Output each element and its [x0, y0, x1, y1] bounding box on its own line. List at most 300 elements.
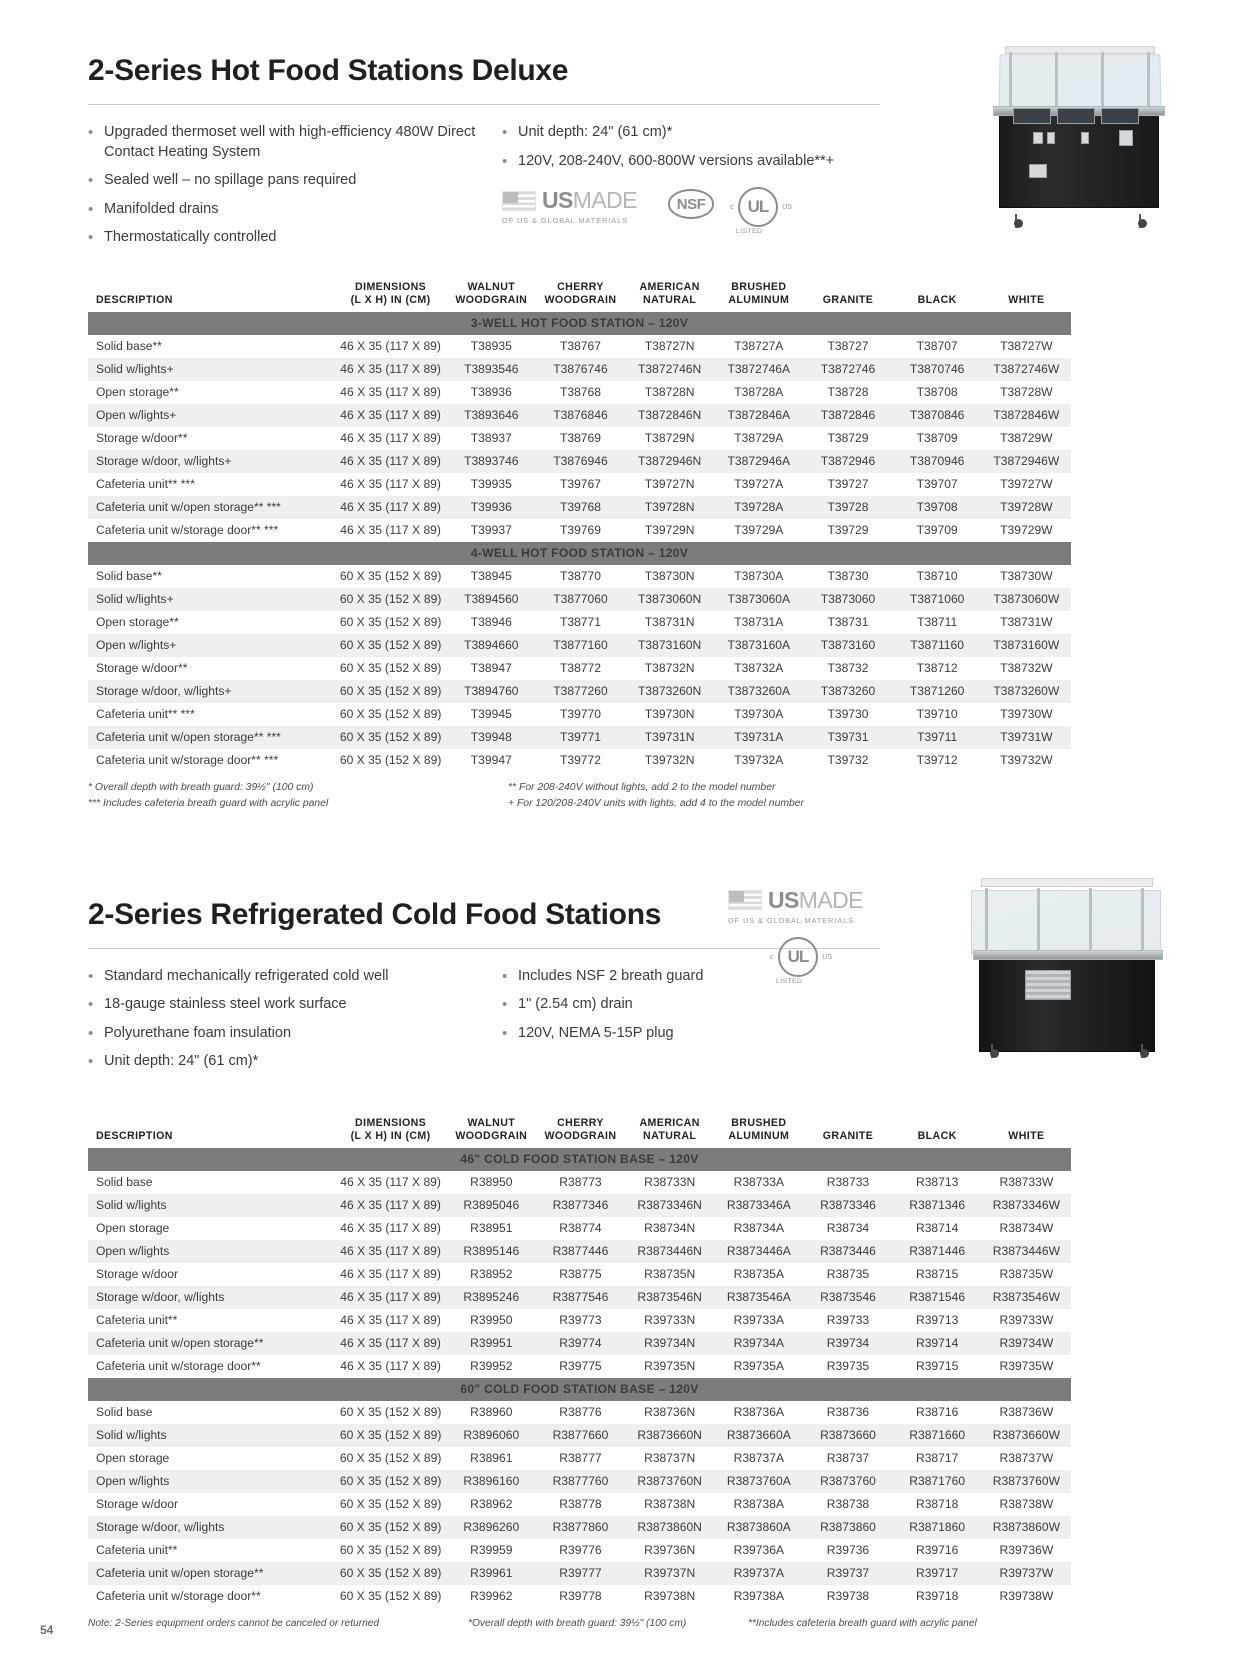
cell-value: R38713	[915, 1175, 959, 1190]
cell-value: R39733W	[999, 1313, 1054, 1328]
control-knob	[1047, 132, 1055, 144]
cell-value: R39737N	[625, 1562, 714, 1585]
cell-value: T3872946W	[982, 450, 1071, 473]
cell-value: 60 X 35 (152 X 89)	[335, 1516, 447, 1539]
cell-value: 46 X 35 (117 X 89)	[335, 1286, 447, 1309]
cell-value: T39937	[470, 523, 512, 538]
cell-value: T39948	[447, 726, 536, 749]
cell-value: R3873446A	[714, 1240, 803, 1263]
cell-description: Cafeteria unit** ***	[96, 707, 195, 722]
bullet-icon: •	[502, 967, 508, 985]
cell-value: R3877860	[536, 1516, 625, 1539]
cell-value: T38728	[827, 385, 869, 400]
cell-value: R38774	[559, 1221, 602, 1236]
cell-value: T39731W	[982, 726, 1071, 749]
cell-value: T38727N	[644, 339, 695, 354]
cell-value: R38717	[915, 1451, 959, 1466]
refrigeration-vent	[1025, 970, 1071, 1000]
ul-c-mark: c	[770, 953, 774, 961]
cell-value: R38735	[826, 1267, 870, 1282]
cell-value: R39738	[826, 1589, 870, 1604]
cell-value: T3872846	[803, 404, 892, 427]
cell-value: R38961	[470, 1451, 513, 1466]
table-row	[88, 1585, 1071, 1608]
table-group-header	[88, 312, 1071, 335]
cell-value: T38732N	[644, 661, 695, 676]
col-dimensions: DIMENSIONS (L X H) IN (CM)	[350, 280, 431, 306]
cell-value: T38728A	[734, 385, 784, 400]
cell-value: R39951	[447, 1332, 536, 1355]
cell-value: 60 X 35 (152 X 89)	[339, 1497, 442, 1512]
cell-value: R38738A	[733, 1497, 785, 1512]
cell-value: T38935	[470, 339, 512, 354]
cell-value: R39738N	[644, 1589, 696, 1604]
cell-value: T38936	[470, 385, 512, 400]
cell-value: T39935	[470, 477, 512, 492]
cell-value: 46 X 35 (117 X 89)	[340, 431, 441, 446]
cell-value: R38736	[826, 1405, 870, 1420]
cell-value: 60 X 35 (152 X 89)	[335, 1562, 447, 1585]
cell-description: Cafeteria unit w/open storage** ***	[88, 496, 335, 519]
col-brushed-aluminum: BRUSHED ALUMINUM	[728, 1116, 790, 1142]
feature-column-left	[88, 967, 488, 1081]
bullet-icon: •	[88, 1024, 94, 1042]
cell-value: 60 X 35 (152 X 89)	[335, 1470, 447, 1493]
title-divider	[88, 104, 880, 105]
cell-value: R3896060	[447, 1424, 536, 1447]
cell-value: R39778	[559, 1589, 602, 1604]
control-knob	[1033, 132, 1043, 144]
cell-value: R38735A	[733, 1267, 785, 1282]
cell-value: R3873446W	[982, 1240, 1071, 1263]
cell-value: T39732N	[644, 753, 695, 768]
cell-value: T39731N	[625, 726, 714, 749]
cell-value: T38730	[827, 569, 869, 584]
cell-value: R39735	[826, 1359, 870, 1374]
cell-value: T38727W	[1000, 339, 1053, 354]
bullet-icon: •	[88, 172, 94, 190]
cell-value: R38776	[559, 1405, 602, 1420]
cell-value: T3873160N	[625, 634, 714, 657]
cell-value: R39738A	[733, 1589, 785, 1604]
cell-value: T39947	[470, 753, 512, 768]
food-well	[1013, 108, 1051, 124]
group-label: 46" COLD FOOD STATION BASE – 120V	[88, 1148, 1071, 1171]
page-title: 2-Series Hot Food Stations Deluxe	[88, 54, 569, 87]
cell-value: R38737W	[999, 1451, 1054, 1466]
col-black: BLACK	[917, 1129, 957, 1142]
cell-description: Storage w/door, w/lights+	[88, 680, 335, 703]
cell-value: R3895246	[447, 1286, 536, 1309]
group-label: 3-WELL HOT FOOD STATION – 120V	[88, 312, 1071, 335]
cell-value: 46 X 35 (117 X 89)	[335, 404, 447, 427]
section-title: 2-Series Refrigerated Cold Food Stations	[88, 897, 662, 931]
cold-food-station-product-image	[969, 874, 1169, 1074]
table-row	[88, 657, 1071, 680]
cell-value: T3894560	[447, 588, 536, 611]
cell-value: T38731W	[1000, 615, 1053, 630]
cell-value: R3877660	[536, 1424, 625, 1447]
guard-post	[1141, 888, 1144, 954]
hot-food-footnotes	[88, 781, 1071, 814]
cell-value: R38733W	[999, 1175, 1054, 1190]
cell-value: R38714	[915, 1221, 959, 1236]
bullet-icon: •	[88, 1053, 94, 1071]
guard-post	[1147, 52, 1150, 112]
cell-value: R38777	[559, 1451, 602, 1466]
cell-value: T39730N	[644, 707, 695, 722]
cell-description: Solid base**	[96, 339, 162, 354]
cell-value: 46 X 35 (117 X 89)	[340, 1221, 441, 1236]
feature-item: • Upgraded thermoset well with high-efficiency 480W Direct Contact Heating System	[88, 123, 488, 162]
cell-value: R3873860N	[625, 1516, 714, 1539]
cell-value: R38718	[915, 1497, 959, 1512]
table-row	[88, 1470, 1071, 1493]
cell-value: R39736A	[733, 1543, 785, 1558]
col-cherry-woodgrain: CHERRY WOODGRAIN	[544, 280, 617, 306]
cell-value: T3873260A	[714, 680, 803, 703]
cell-value: R38952	[470, 1267, 513, 1282]
cell-value: T39729N	[644, 523, 695, 538]
cell-value: R39737W	[982, 1562, 1071, 1585]
cell-value: 46 X 35 (117 X 89)	[335, 1240, 447, 1263]
cell-value: T3894760	[447, 680, 536, 703]
cell-description: Solid base	[96, 1175, 153, 1190]
cell-value: R3896160	[447, 1470, 536, 1493]
cell-description: Open storage	[96, 1451, 170, 1466]
col-american-natural: AMERICAN NATURAL	[639, 280, 700, 306]
cell-value: R3873760A	[714, 1470, 803, 1493]
guard-post	[1089, 888, 1092, 954]
table-row	[88, 703, 1071, 726]
cell-value: T3872746N	[625, 358, 714, 381]
cell-value: R38738	[826, 1497, 870, 1512]
cell-value: T38729N	[644, 431, 695, 446]
cell-value: R39952	[470, 1359, 513, 1374]
cell-value: T38732A	[734, 661, 784, 676]
us-made-wordmark: USMADE	[768, 886, 863, 913]
table-row	[88, 611, 1071, 634]
certification-logos	[728, 886, 878, 985]
table-row	[88, 1286, 1071, 1309]
table-header-row	[88, 1115, 1071, 1148]
cell-description: Cafeteria unit w/open storage** ***	[88, 726, 335, 749]
cell-value: R39715	[915, 1359, 959, 1374]
col-white: WHITE	[1008, 1129, 1045, 1142]
col-cherry-woodgrain: CHERRY WOODGRAIN	[544, 1116, 617, 1142]
cell-value: R39734W	[982, 1332, 1071, 1355]
caster-wheel	[1139, 214, 1149, 228]
cell-value: R3873446N	[625, 1240, 714, 1263]
ul-c-mark: c	[730, 204, 734, 212]
cell-value: T3872846A	[714, 404, 803, 427]
ul-circle	[738, 187, 778, 227]
caster-wheel	[991, 1044, 1001, 1058]
feature-item: • 18-gauge stainless steel work surface	[88, 996, 347, 1014]
cell-value: T3876746	[536, 358, 625, 381]
nsf-logo: NSF	[668, 189, 714, 219]
col-dimensions: DIMENSIONS (L X H) IN (CM)	[350, 1116, 431, 1142]
cell-value: R3873346A	[714, 1194, 803, 1217]
cell-value: T3873060N	[625, 588, 714, 611]
cell-value: T39767	[559, 477, 601, 492]
control-panel	[1119, 130, 1133, 146]
cell-value: T39772	[559, 753, 601, 768]
cell-value: T38728N	[644, 385, 695, 400]
cell-description: Cafeteria unit w/storage door** ***	[96, 523, 279, 538]
table-row	[88, 680, 1071, 703]
cell-value: T3873160W	[982, 634, 1071, 657]
cold-food-model-table	[88, 1115, 1071, 1608]
cell-value: 46 X 35 (117 X 89)	[335, 358, 447, 381]
cell-value: T3873160A	[714, 634, 803, 657]
cell-description: Open storage**	[96, 615, 179, 630]
cell-value: T38707	[916, 339, 958, 354]
cell-value: T38732	[827, 661, 869, 676]
cell-value: R39959	[470, 1543, 513, 1558]
table-row	[88, 1401, 1071, 1424]
cell-value: T3873160	[803, 634, 892, 657]
cell-value: R3873546A	[714, 1286, 803, 1309]
cell-value: T39771	[536, 726, 625, 749]
cell-value: R38733N	[644, 1175, 696, 1190]
caster-wheel	[1141, 1044, 1151, 1058]
cell-value: R39714	[893, 1332, 982, 1355]
guard-post	[1037, 888, 1040, 954]
food-well	[1101, 108, 1139, 124]
cell-description: Storage w/door**	[96, 431, 188, 446]
cell-value: R3873546N	[625, 1286, 714, 1309]
cell-value: R38734W	[999, 1221, 1054, 1236]
cell-description: Solid base**	[96, 569, 162, 584]
cell-value: R39733A	[733, 1313, 785, 1328]
cell-value: T39727N	[644, 477, 695, 492]
cell-value: T3873060W	[982, 588, 1071, 611]
cell-value: 60 X 35 (152 X 89)	[339, 1543, 442, 1558]
table-row	[88, 473, 1071, 496]
cell-value: T3870946	[893, 450, 982, 473]
hot-food-model-table	[88, 279, 1071, 772]
cell-value: T38729A	[734, 431, 784, 446]
ul-listed-logo	[730, 187, 792, 236]
cell-value: T38728W	[1000, 385, 1053, 400]
ul-us-mark: US	[782, 204, 792, 212]
cell-value: R3873760N	[625, 1470, 714, 1493]
cell-value: 60 X 35 (152 X 89)	[339, 1589, 442, 1604]
feature-list	[88, 123, 888, 257]
cell-value: T38730A	[734, 569, 784, 584]
cell-value: T38770	[559, 569, 601, 584]
cell-value: R38716	[915, 1405, 959, 1420]
table-row	[88, 1309, 1071, 1332]
table-row	[88, 1194, 1071, 1217]
cabinet-vent	[1029, 164, 1047, 178]
cell-value: R39735N	[644, 1359, 696, 1374]
feature-column-right	[488, 123, 888, 257]
table-row	[88, 1240, 1071, 1263]
cell-value: T38730N	[644, 569, 695, 584]
us-flag-icon	[728, 890, 762, 910]
cell-value: 46 X 35 (117 X 89)	[340, 385, 441, 400]
cell-value: T39732	[827, 753, 869, 768]
bullet-icon: •	[88, 200, 94, 218]
cell-value: R3877546	[536, 1286, 625, 1309]
cell-value: 60 X 35 (152 X 89)	[335, 680, 447, 703]
us-made-wordmark: USMADE	[542, 187, 637, 214]
col-walnut-woodgrain: WALNUT WOODGRAIN	[455, 1116, 528, 1142]
cold-food-notes	[88, 1618, 1071, 1629]
hot-food-table-body	[88, 312, 1071, 772]
cell-value: T3872946A	[714, 450, 803, 473]
cell-value: R3871860	[893, 1516, 982, 1539]
cell-value: T39727A	[734, 477, 784, 492]
cell-value: T39769	[559, 523, 601, 538]
cell-value: R39716	[915, 1543, 959, 1558]
table-row	[88, 450, 1071, 473]
cell-value: T3872846W	[982, 404, 1071, 427]
cell-value: R3877346	[536, 1194, 625, 1217]
cell-value: R39737	[803, 1562, 892, 1585]
cell-value: T38947	[470, 661, 512, 676]
cell-description: Storage w/door	[96, 1267, 179, 1282]
table-row	[88, 634, 1071, 657]
cell-value: T3876946	[536, 450, 625, 473]
cell-value: R38734N	[644, 1221, 696, 1236]
cell-value: R3871760	[893, 1470, 982, 1493]
cell-value: 46 X 35 (117 X 89)	[340, 1175, 441, 1190]
table-row	[88, 1447, 1071, 1470]
cell-value: T38730W	[1000, 569, 1053, 584]
cell-value: R3896260	[447, 1516, 536, 1539]
cell-value: T3877060	[536, 588, 625, 611]
cell-value: R3873660W	[982, 1424, 1071, 1447]
cell-value: R38738W	[999, 1497, 1054, 1512]
cell-value: 46 X 35 (117 X 89)	[340, 477, 441, 492]
cell-value: R3873660	[803, 1424, 892, 1447]
cell-description: Open w/lights	[88, 1240, 335, 1263]
cell-value: T38772	[559, 661, 601, 676]
table-row	[88, 1539, 1071, 1562]
cell-value: R39774	[536, 1332, 625, 1355]
note: **Includes cafeteria breath guard with acrylic panel	[748, 1617, 977, 1629]
cell-description: Storage w/door, w/lights+	[88, 450, 335, 473]
cell-value: T38712	[916, 661, 958, 676]
cell-value: T39768	[536, 496, 625, 519]
cell-value: T38729W	[1000, 431, 1053, 446]
cell-value: T3872946	[803, 450, 892, 473]
bullet-icon: •	[502, 124, 508, 141]
table-row	[88, 1332, 1071, 1355]
cell-value: T38945	[470, 569, 512, 584]
cell-value: 60 X 35 (152 X 89)	[339, 615, 442, 630]
cell-value: R3873860	[803, 1516, 892, 1539]
cell-value: 46 X 35 (117 X 89)	[340, 1267, 441, 1282]
cell-description: Storage w/door, w/lights	[88, 1516, 335, 1539]
cell-value: T3872746A	[714, 358, 803, 381]
col-american-natural: AMERICAN NATURAL	[639, 1116, 700, 1142]
footnote: * Overall depth with breath guard: 39½" (100 cm)	[88, 781, 314, 793]
group-label: 4-WELL HOT FOOD STATION – 120V	[88, 542, 1071, 565]
cell-value: 60 X 35 (152 X 89)	[339, 569, 442, 584]
cell-value: R38737	[826, 1451, 870, 1466]
table-row	[88, 1217, 1071, 1240]
cell-value: R39736	[826, 1543, 870, 1558]
cell-value: R39962	[470, 1589, 513, 1604]
table-row	[88, 588, 1071, 611]
cell-value: R39735W	[999, 1359, 1054, 1374]
cell-value: R3871446	[893, 1240, 982, 1263]
cell-value: T38731N	[644, 615, 695, 630]
cell-value: T38727	[827, 339, 869, 354]
cell-value: T39727	[827, 477, 869, 492]
cell-value: R39776	[559, 1543, 602, 1558]
cell-value: T39707	[916, 477, 958, 492]
cell-value: R3871346	[893, 1194, 982, 1217]
cell-value: R38773	[559, 1175, 602, 1190]
cell-value: R3873660N	[625, 1424, 714, 1447]
cell-value: T39729A	[734, 523, 784, 538]
table-row	[88, 1516, 1071, 1539]
cell-value: R39734A	[714, 1332, 803, 1355]
feature-item: • Unit depth: 24" (61 cm)*	[502, 124, 673, 141]
cell-value: T3872746W	[982, 358, 1071, 381]
cell-value: R39734N	[625, 1332, 714, 1355]
breath-guard	[969, 874, 1165, 958]
cell-value: R3873660A	[714, 1424, 803, 1447]
cell-value: 46 X 35 (117 X 89)	[340, 1359, 441, 1374]
table-row	[88, 1424, 1071, 1447]
cell-value: T3876846	[536, 404, 625, 427]
cell-description: Solid w/lights+	[88, 588, 335, 611]
cell-value: R3871660	[893, 1424, 982, 1447]
cell-description: Storage w/door, w/lights	[88, 1286, 335, 1309]
cold-food-table-body	[88, 1148, 1071, 1608]
footnote: ** For 208-240V without lights, add 2 to the model number	[508, 781, 776, 793]
bullet-icon: •	[88, 124, 94, 141]
caster-wheel	[1015, 214, 1025, 228]
feature-item: • 1" (2.54 cm) drain	[502, 996, 633, 1014]
cell-value: R3873760W	[982, 1470, 1071, 1493]
cell-description: Open storage	[96, 1221, 170, 1236]
cell-value: T39729	[827, 523, 869, 538]
footnote: + For 120/208-240V units with lights, add 4 to the model number	[508, 798, 805, 810]
cell-description: Cafeteria unit w/open storage**	[88, 1332, 335, 1355]
table-header-row	[88, 279, 1071, 312]
cell-value: R39736W	[999, 1543, 1054, 1558]
cell-value: R38951	[470, 1221, 513, 1236]
cell-description: Cafeteria unit w/storage door**	[96, 1589, 261, 1604]
cell-value: T39730	[827, 707, 869, 722]
group-label: 60" COLD FOOD STATION BASE – 120V	[88, 1378, 1071, 1401]
cell-value: R3873346N	[625, 1194, 714, 1217]
feature-item: • 120V, NEMA 5-15P plug	[502, 1024, 674, 1042]
table-row	[88, 496, 1071, 519]
cell-value: R3873446	[803, 1240, 892, 1263]
cell-description: Open w/lights+	[88, 404, 335, 427]
col-granite: GRANITE	[822, 293, 874, 306]
hot-food-station-product-image	[989, 40, 1169, 230]
cell-value: T38729	[827, 431, 869, 446]
cell-value: T3893746	[447, 450, 536, 473]
cell-value: R3877760	[536, 1470, 625, 1493]
cell-value: T39710	[916, 707, 958, 722]
cell-value: T38767	[559, 339, 601, 354]
cell-value: R38735W	[999, 1267, 1054, 1282]
us-made-logo	[728, 886, 878, 985]
cell-value: 60 X 35 (152 X 89)	[335, 634, 447, 657]
cell-value: R3871546	[893, 1286, 982, 1309]
cell-value: R39777	[536, 1562, 625, 1585]
